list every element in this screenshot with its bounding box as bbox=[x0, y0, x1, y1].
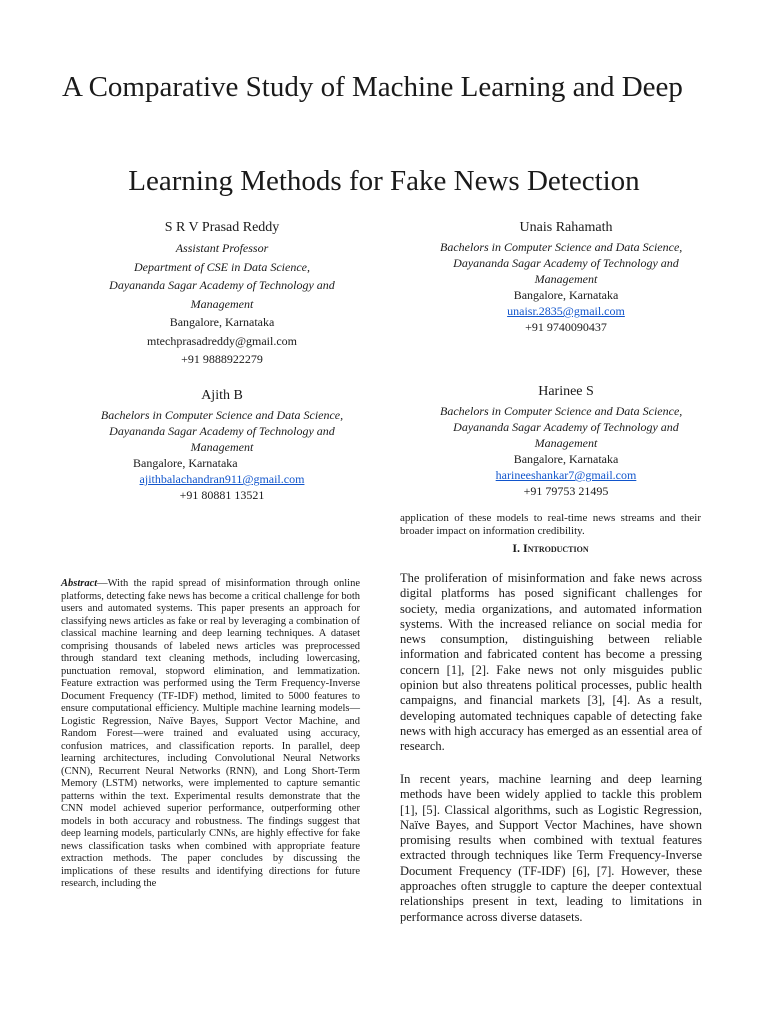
author-email-link[interactable]: harineeshankar7@gmail.com bbox=[495, 468, 637, 482]
author-name: Harinee S bbox=[538, 384, 594, 399]
author-name: Unais Rahamath bbox=[519, 220, 613, 235]
author-phone: +91 79753 21495 bbox=[523, 484, 609, 498]
author-block-4 bbox=[440, 383, 692, 499]
author-block-2 bbox=[440, 219, 692, 335]
author-location: Bangalore, Karnataka bbox=[133, 456, 238, 470]
author-email-link[interactable]: unaisr.2835@gmail.com bbox=[507, 304, 625, 318]
author-program: Bachelors in Computer Science and Data Science, bbox=[440, 404, 683, 418]
author-location: Bangalore, Karnataka bbox=[513, 288, 619, 302]
paper-title-line-1: A Comparative Study of Machine Learning and Deep bbox=[62, 71, 683, 103]
author-program: Bachelors in Computer Science and Data Science, bbox=[440, 240, 683, 254]
author-email: mtechprasadreddy@gmail.com bbox=[147, 333, 297, 348]
author-role: Assistant Professor bbox=[175, 241, 269, 255]
author-institution: Dayananda Sagar Academy of Technology and Management bbox=[109, 278, 335, 311]
author-email-link[interactable]: ajithbalachandran911@gmail.com bbox=[139, 472, 305, 486]
author-location: Bangalore, Karnataka bbox=[169, 315, 275, 329]
intro-paragraph-2: In recent years, machine learning and deep learning methods have been widely applied to tackle this problem [1], [5]. Classical algorithms, such as Logistic Regression, Naïve Bayes, and Support Vector Machines, have shown promising results when combined with textual features extracted through techniques like Term Frequency-Inverse Document Frequency (TF-IDF) [6], [7]. However, these approaches often struggle to capture the deeper contextual relationships present in text, leading to limitations in performance across diverse datasets. bbox=[400, 772, 702, 924]
author-phone: +91 9740090437 bbox=[525, 320, 607, 334]
author-block-1 bbox=[96, 219, 348, 369]
author-name: Ajith B bbox=[201, 388, 243, 403]
author-program: Bachelors in Computer Science and Data Science, bbox=[100, 408, 344, 422]
author-institution: Dayananda Sagar Academy of Technology and Management bbox=[453, 420, 679, 450]
author-phone: +91 9888922279 bbox=[181, 352, 263, 366]
abstract-label: Abstract bbox=[61, 578, 98, 589]
author-name: S R V Prasad Reddy bbox=[164, 220, 280, 235]
author-institution: Dayananda Sagar Academy of Technology and Management bbox=[109, 424, 335, 454]
abstract-text: —With the rapid spread of misinformation through online platforms, detecting fake news has become a critical challenge for both users and automated systems. This paper presents an approach for classifying news articles as fake or real by leveraging a combination of classical machine learning and deep learning techniques. A dataset comprising thousands of labeled news articles was preprocessed through standard text cleaning methods, including lowercasing, punctuation removal, stopword elimination, and lemmatization. Feature extraction was performed using the Term Frequency-Inverse Document Frequency (TF-IDF) method, limited to 5000 features to ensure computational efficiency. Multiple machine learning models—Logistic Regression, Naïve Bayes, Support Vector Machine, and Random Forest—were trained and evaluated using accuracy, confusion matrices, and classification reports. In parallel, deep learning architectures, including Convolutional Neural Networks (CNN), Recurrent Neural Networks (RNN), and Long Short-Term Memory (LSTM) networks, were implemented to capture semantic patterns within the text. Experimental results demonstrate that the CNN model achieved superior performance, outperforming other models in both accuracy and robustness. The findings suggest that deep learning models, particularly CNNs, are highly effective for fake news classification tasks when combined with appropriate feature extraction methods. The paper concludes by discussing the implications of these results and identifying directions for future research, including the bbox=[61, 578, 360, 889]
abstract bbox=[61, 578, 360, 891]
author-department: Department of CSE in Data Science, bbox=[134, 259, 310, 274]
abstract-continuation: application of these models to real-time news streams and their broader impact on information credibility. bbox=[400, 512, 701, 537]
author-phone: +91 80881 13521 bbox=[179, 488, 265, 502]
author-block-3 bbox=[96, 387, 348, 503]
paper-title-line-2: Learning Methods for Fake News Detection bbox=[128, 165, 640, 197]
intro-paragraph-1: The proliferation of misinformation and fake news across digital platforms has posed significant challenges for society, media organizations, and automated information systems. With the increased reliance on social media for news consumption, distinguishing between reliable information and fabricated content has become a pressing concern [1], [2]. Fake news not only misguides public opinion but also threatens political processes, public health campaigns, and financial markets [3], [4]. As a result, developing automated techniques capable of detecting fake news with high accuracy has emerged as an essential area of research. bbox=[400, 571, 702, 754]
section-heading-introduction: I. Introduction bbox=[512, 541, 589, 555]
author-location: Bangalore, Karnataka bbox=[513, 452, 619, 466]
author-institution: Dayananda Sagar Academy of Technology and Management bbox=[453, 256, 679, 286]
